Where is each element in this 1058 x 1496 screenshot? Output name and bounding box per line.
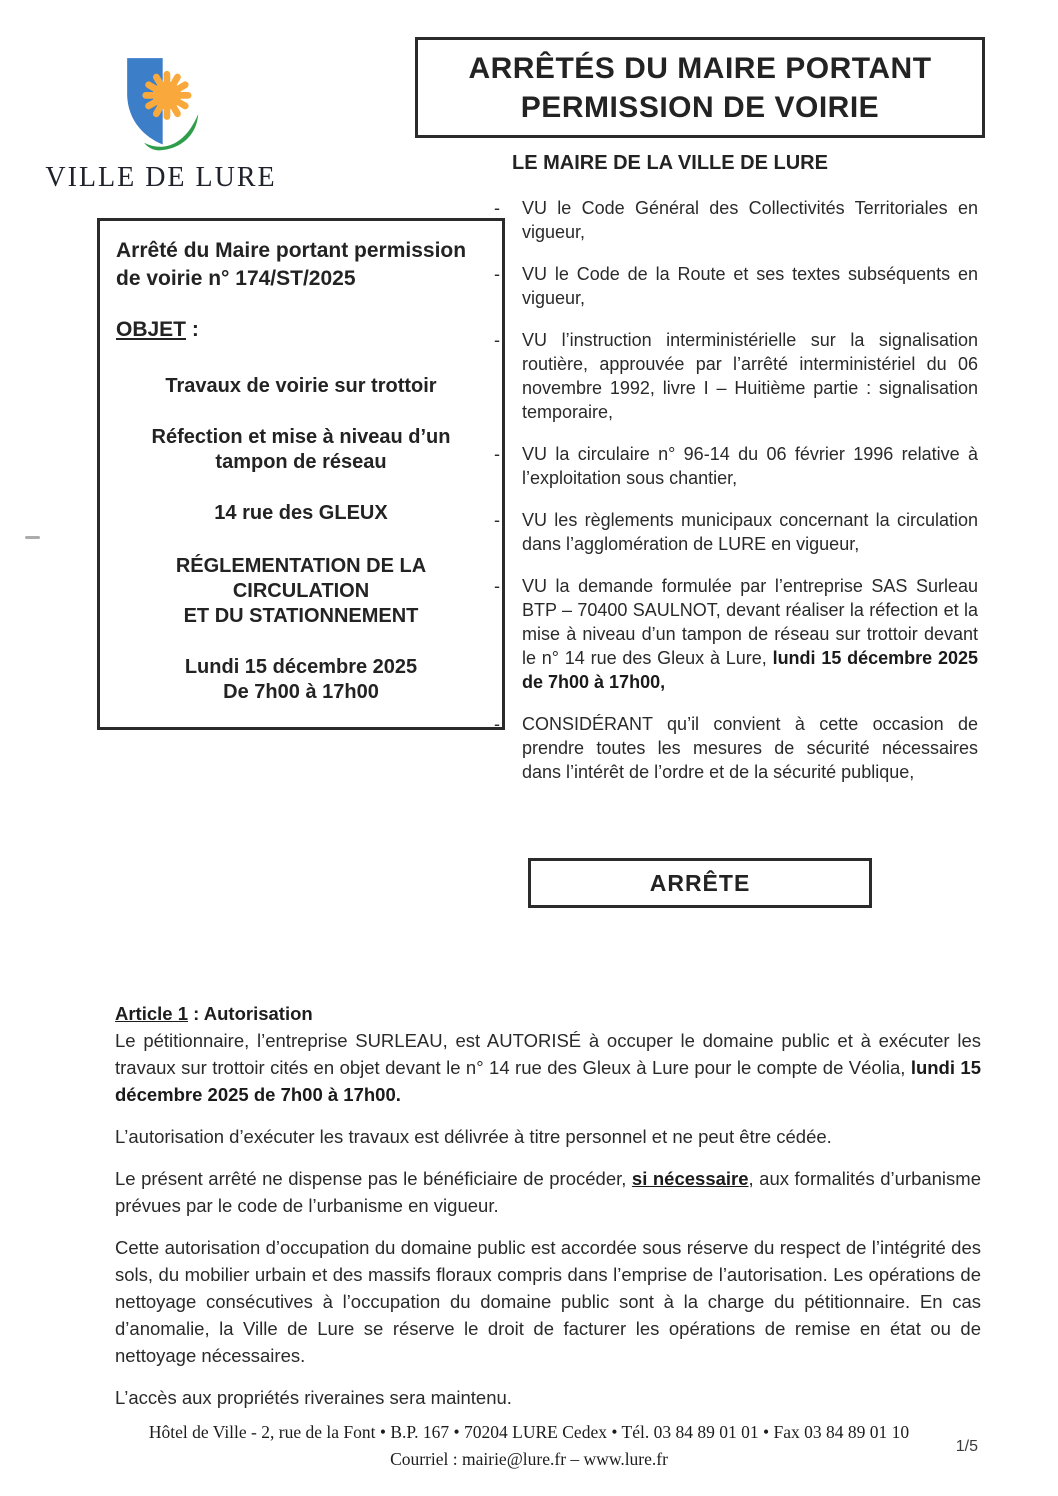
dash-bullet: - — [494, 264, 500, 284]
objet-line-refection: Réfection et mise à niveau d’un tampon de réseau — [151, 426, 451, 474]
title-line-1: ARRÊTÉS DU MAIRE PORTANT — [468, 51, 932, 85]
document-title-box — [415, 37, 985, 138]
recital-text — [522, 328, 978, 424]
recital-text — [522, 442, 978, 490]
dash-bullet: - — [494, 714, 500, 734]
paragraph-text: Le pétitionnaire, l’entreprise SURLEAU, est AUTORISÉ à occuper le domaine public et à exécuter les travaux sur trottoir cités en objet devant le n° 14 rue des Gleux à Lure pour le compte de Véolia, — [115, 1030, 981, 1078]
city-logo-block — [38, 50, 284, 194]
recital-text — [522, 508, 978, 556]
subtitle-le-maire: LE MAIRE DE LA VILLE DE LURE — [512, 152, 828, 174]
object-box — [97, 218, 505, 730]
objet-word: OBJET — [116, 318, 187, 342]
org-name: VILLE DE LURE — [45, 162, 277, 193]
recital-body: VU les règlements municipaux concernant la circulation dans l’agglomération de LURE en vigueur, — [522, 510, 978, 554]
recital-item-3 — [494, 328, 978, 424]
objet-line-adresse: 14 rue des GLEUX — [214, 502, 388, 525]
recital-text — [522, 262, 978, 310]
article-1-paragraph-5: L’accès aux propriétés riveraines sera maintenu. — [115, 1387, 512, 1408]
recital-body: CONSIDÉRANT qu’il convient à cette occasion de prendre toutes les mesures de sécurité nécessaires dans l’intérêt de l’ordre et de la sécurité publique, — [522, 714, 978, 782]
recital-bold: lundi 15 décembre 2025 de 7h00 à 17h00, — [522, 648, 978, 692]
arrete-box — [528, 858, 872, 908]
recital-text — [522, 712, 978, 784]
date-line: Lundi 15 décembre 2025 — [184, 656, 418, 679]
title-line-2: PERMISSION DE VOIRIE — [520, 90, 880, 124]
recital-body: VU le Code de la Route et ses textes subséquents en vigueur, — [522, 264, 978, 308]
article-1-number: Article 1 — [115, 1003, 189, 1024]
horaire-line: De 7h00 à 17h00 — [223, 681, 379, 704]
reglementation-line-2: ET DU STATIONNEMENT — [183, 605, 419, 628]
objet-colon: : — [186, 318, 199, 342]
recital-body: VU le Code Général des Collectivités Territoriales en vigueur, — [522, 198, 978, 242]
article-1-title: : Autorisation — [188, 1003, 313, 1024]
article-1-paragraph-3 — [115, 1165, 981, 1219]
recital-text — [522, 574, 978, 694]
recital-item-1 — [494, 196, 978, 244]
dash-bullet: - — [494, 510, 500, 530]
reglementation-line-1: RÉGLEMENTATION DE LA CIRCULATION — [175, 555, 427, 603]
objet-line-date — [116, 655, 486, 705]
recitals-list — [494, 196, 978, 802]
arrete-reference: Arrêté du Maire portant permission de voirie n° 174/ST/2025 — [116, 239, 467, 290]
recital-item-6 — [494, 574, 978, 694]
article-1-paragraph-1 — [115, 1027, 981, 1108]
page-number: 1/5 — [955, 1438, 978, 1455]
recital-item-5 — [494, 508, 978, 556]
objet-line-reglementation — [116, 554, 486, 629]
recital-item-4 — [494, 442, 978, 490]
objet-line-travaux: Travaux de voirie sur trottoir — [165, 375, 437, 398]
recital-body: VU l’instruction interministérielle sur la signalisation routière, approuvée par l’arrêté interministériel du 06 novembre 1992, livre I – Huitième partie : signalisation temporaire, — [522, 330, 978, 422]
dash-bullet: - — [494, 198, 500, 218]
city-crest-icon — [117, 50, 205, 156]
paragraph-bold-underline: si nécessaire — [631, 1168, 749, 1189]
recital-body: VU la circulaire n° 96-14 du 06 février 1996 relative à l’exploitation sous chantier, — [522, 444, 978, 488]
article-1-paragraph-4: Cette autorisation d’occupation du domaine public est accordée sous réserve du respect de l’intégrité des sols, du mobilier urbain et des massifs floraux compris dans l’emprise de l’autorisation. Les opérations de nettoyage consécutives à l’occupation du domaine public sont à la charge du pétitionnaire. En cas d’anomalie, la Ville de Lure se réserve le droit de facturer les opérations de remise en état ou de nettoyage nécessaires. — [115, 1237, 981, 1366]
footer — [0, 1419, 1058, 1473]
paragraph-text: , aux formalités d’urbanisme prévues par le code de l’urbanisme en vigueur. — [115, 1168, 981, 1216]
recital-text — [522, 196, 978, 244]
recital-item-7 — [494, 712, 978, 784]
objet-label — [116, 318, 486, 342]
recital-item-2 — [494, 262, 978, 310]
dash-bullet: - — [494, 444, 500, 464]
article-1-heading — [115, 1000, 981, 1027]
footer-contact-line: Courriel : mairie@lure.fr – www.lure.fr — [390, 1449, 668, 1469]
recital-body: VU la demande formulée par l’entreprise SAS Surleau BTP – 70400 SAULNOT, devant réaliser la réfection et la mise à niveau d’un tampon de réseau sur trottoir devant le n° 14 rue des Gleux à Lure, — [522, 576, 978, 668]
footer-address-line: Hôtel de Ville - 2, rue de la Font • B.P. 167 • 70204 LURE Cedex • Tél. 03 84 89 01 01 • Fax 03 84 89 01 10 — [148, 1422, 910, 1442]
paragraph-text: Le présent arrêté ne dispense pas le bénéficiaire de procéder, — [115, 1168, 632, 1189]
scan-fold-mark — [25, 536, 40, 539]
article-1-section — [115, 1000, 981, 1411]
dash-bullet: - — [494, 330, 500, 350]
article-1-paragraph-2: L’autorisation d’exécuter les travaux est délivrée à titre personnel et ne peut être cédée. — [115, 1126, 832, 1147]
paragraph-bold: lundi 15 décembre 2025 de 7h00 à 17h00. — [115, 1057, 982, 1105]
dash-bullet: - — [494, 576, 500, 596]
arrete-label: ARRÊTE — [649, 869, 751, 896]
